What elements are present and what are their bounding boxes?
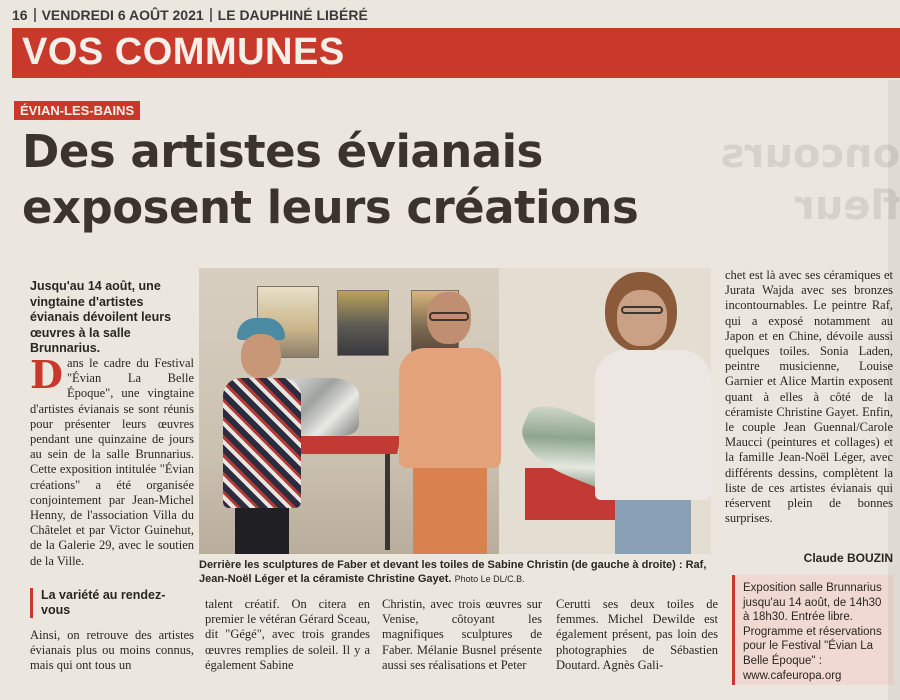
headline-line-1: Des artistes évianais: [22, 125, 543, 178]
newspaper-name: LE DAUPHINÉ LIBÉRÉ: [217, 7, 368, 23]
info-box: Exposition salle Brunnarius jusqu'au 14 août, de 14h30 à 18h30. Entrée libre. Programme et réservations pour le Festival "Évian La Belle Époque" : www.cafeuropa.org: [732, 575, 894, 685]
drop-cap: D: [30, 352, 63, 397]
article-photo: [199, 268, 711, 554]
page-number: 16: [12, 7, 28, 23]
page-folio: [12, 6, 368, 24]
folio-divider: [210, 8, 212, 22]
painting-venice-2: [337, 290, 389, 356]
article-column-4: Cerutti ses deux toiles de femmes. Michel Dewilde est également présent, pas loin des photographies de Sébastien Doutard. Agnès Gali-: [556, 597, 718, 672]
section-banner: [12, 28, 900, 78]
person-raf: [217, 318, 307, 554]
table-leg: [385, 454, 390, 550]
section-title: VOS COMMUNES: [22, 31, 345, 73]
article-column-right: chet est là avec ses céramiques et Jurata Wajda avec ses bronzes incontournables. Le peintre Raf, qui a exposé notamment au Japon et en Chine, dévoile aussi quelques toiles. Sonia Laden, peintre musicienne, Louise Garnier et Alice Martin exposent quant à elles à côté de la céramiste Christine Gayet. Enfin, le couple Jean Guennal/Carole Maucci (peintures et collages) et la famille Jean-Noël Léger, avec différents dessins, complètent la liste de ces artistes évianais qui réservent plein de bonnes surprises.: [725, 268, 893, 526]
article-column-2: talent créatif. On citera en premier le vétéran Gérard Sceau, dit "Gégé", avec trois grandes œuvres remplies de soleil. Il y a également Sabine: [205, 597, 370, 672]
article-headline: [22, 124, 742, 236]
location-kicker: ÉVIAN-LES-BAINS: [14, 101, 140, 120]
photo-credit: Photo Le DL/C.B.: [454, 574, 525, 584]
photo-caption: [199, 558, 711, 586]
person-jean-noel-leger: [395, 292, 505, 554]
show-through-text: oncours fleur: [720, 131, 900, 229]
article-subhead: La variété au rendez-vous: [30, 588, 194, 618]
caption-text: Derrière les sculptures de Faber et devant les toiles de Sabine Christin (de gauche à droite) : Raf, Jean-Noël Léger et la céramiste Christine Gayet.: [199, 559, 707, 585]
article-column-1-continued: Ainsi, on retrouve des artistes évianais plus ou moins connus, mais qui ont tous un: [30, 628, 194, 673]
article-intro: Jusqu'au 14 août, une vingtaine d'artistes évianais dévoilent leurs œuvres à la salle Brunnarius.: [30, 279, 172, 355]
column-1-text: ans le cadre du Festival "Évian La Belle Époque", une vingtaine d'artistes évianais se sont réunis pour présenter leurs œuvres pendant une quinzaine de jours au sein de la salle Brunnarius. Cette exposition intitulée "Évian créations" a été organisée conjointement par Jean-Michel Henny, de l'association Villa du Châtelet et par Victor Guinehut, de la Galerie 29, avec le soutien de la Ville.: [30, 356, 194, 568]
page-fold-shadow: [888, 80, 900, 700]
article-column-1: [30, 352, 194, 569]
article-column-3: Christin, avec trois œuvres sur Venise, côtoyant les magnifiques sculptures de Faber. Mélanie Busnel présente aussi ses réalisations et Peter: [382, 597, 542, 672]
author-byline: Claude BOUZIN: [803, 551, 893, 565]
person-christine-gayet: [595, 272, 711, 554]
folio-divider: [34, 8, 36, 22]
issue-date: VENDREDI 6 AOÛT 2021: [41, 7, 204, 23]
headline-line-2: exposent leurs créations: [22, 181, 639, 234]
